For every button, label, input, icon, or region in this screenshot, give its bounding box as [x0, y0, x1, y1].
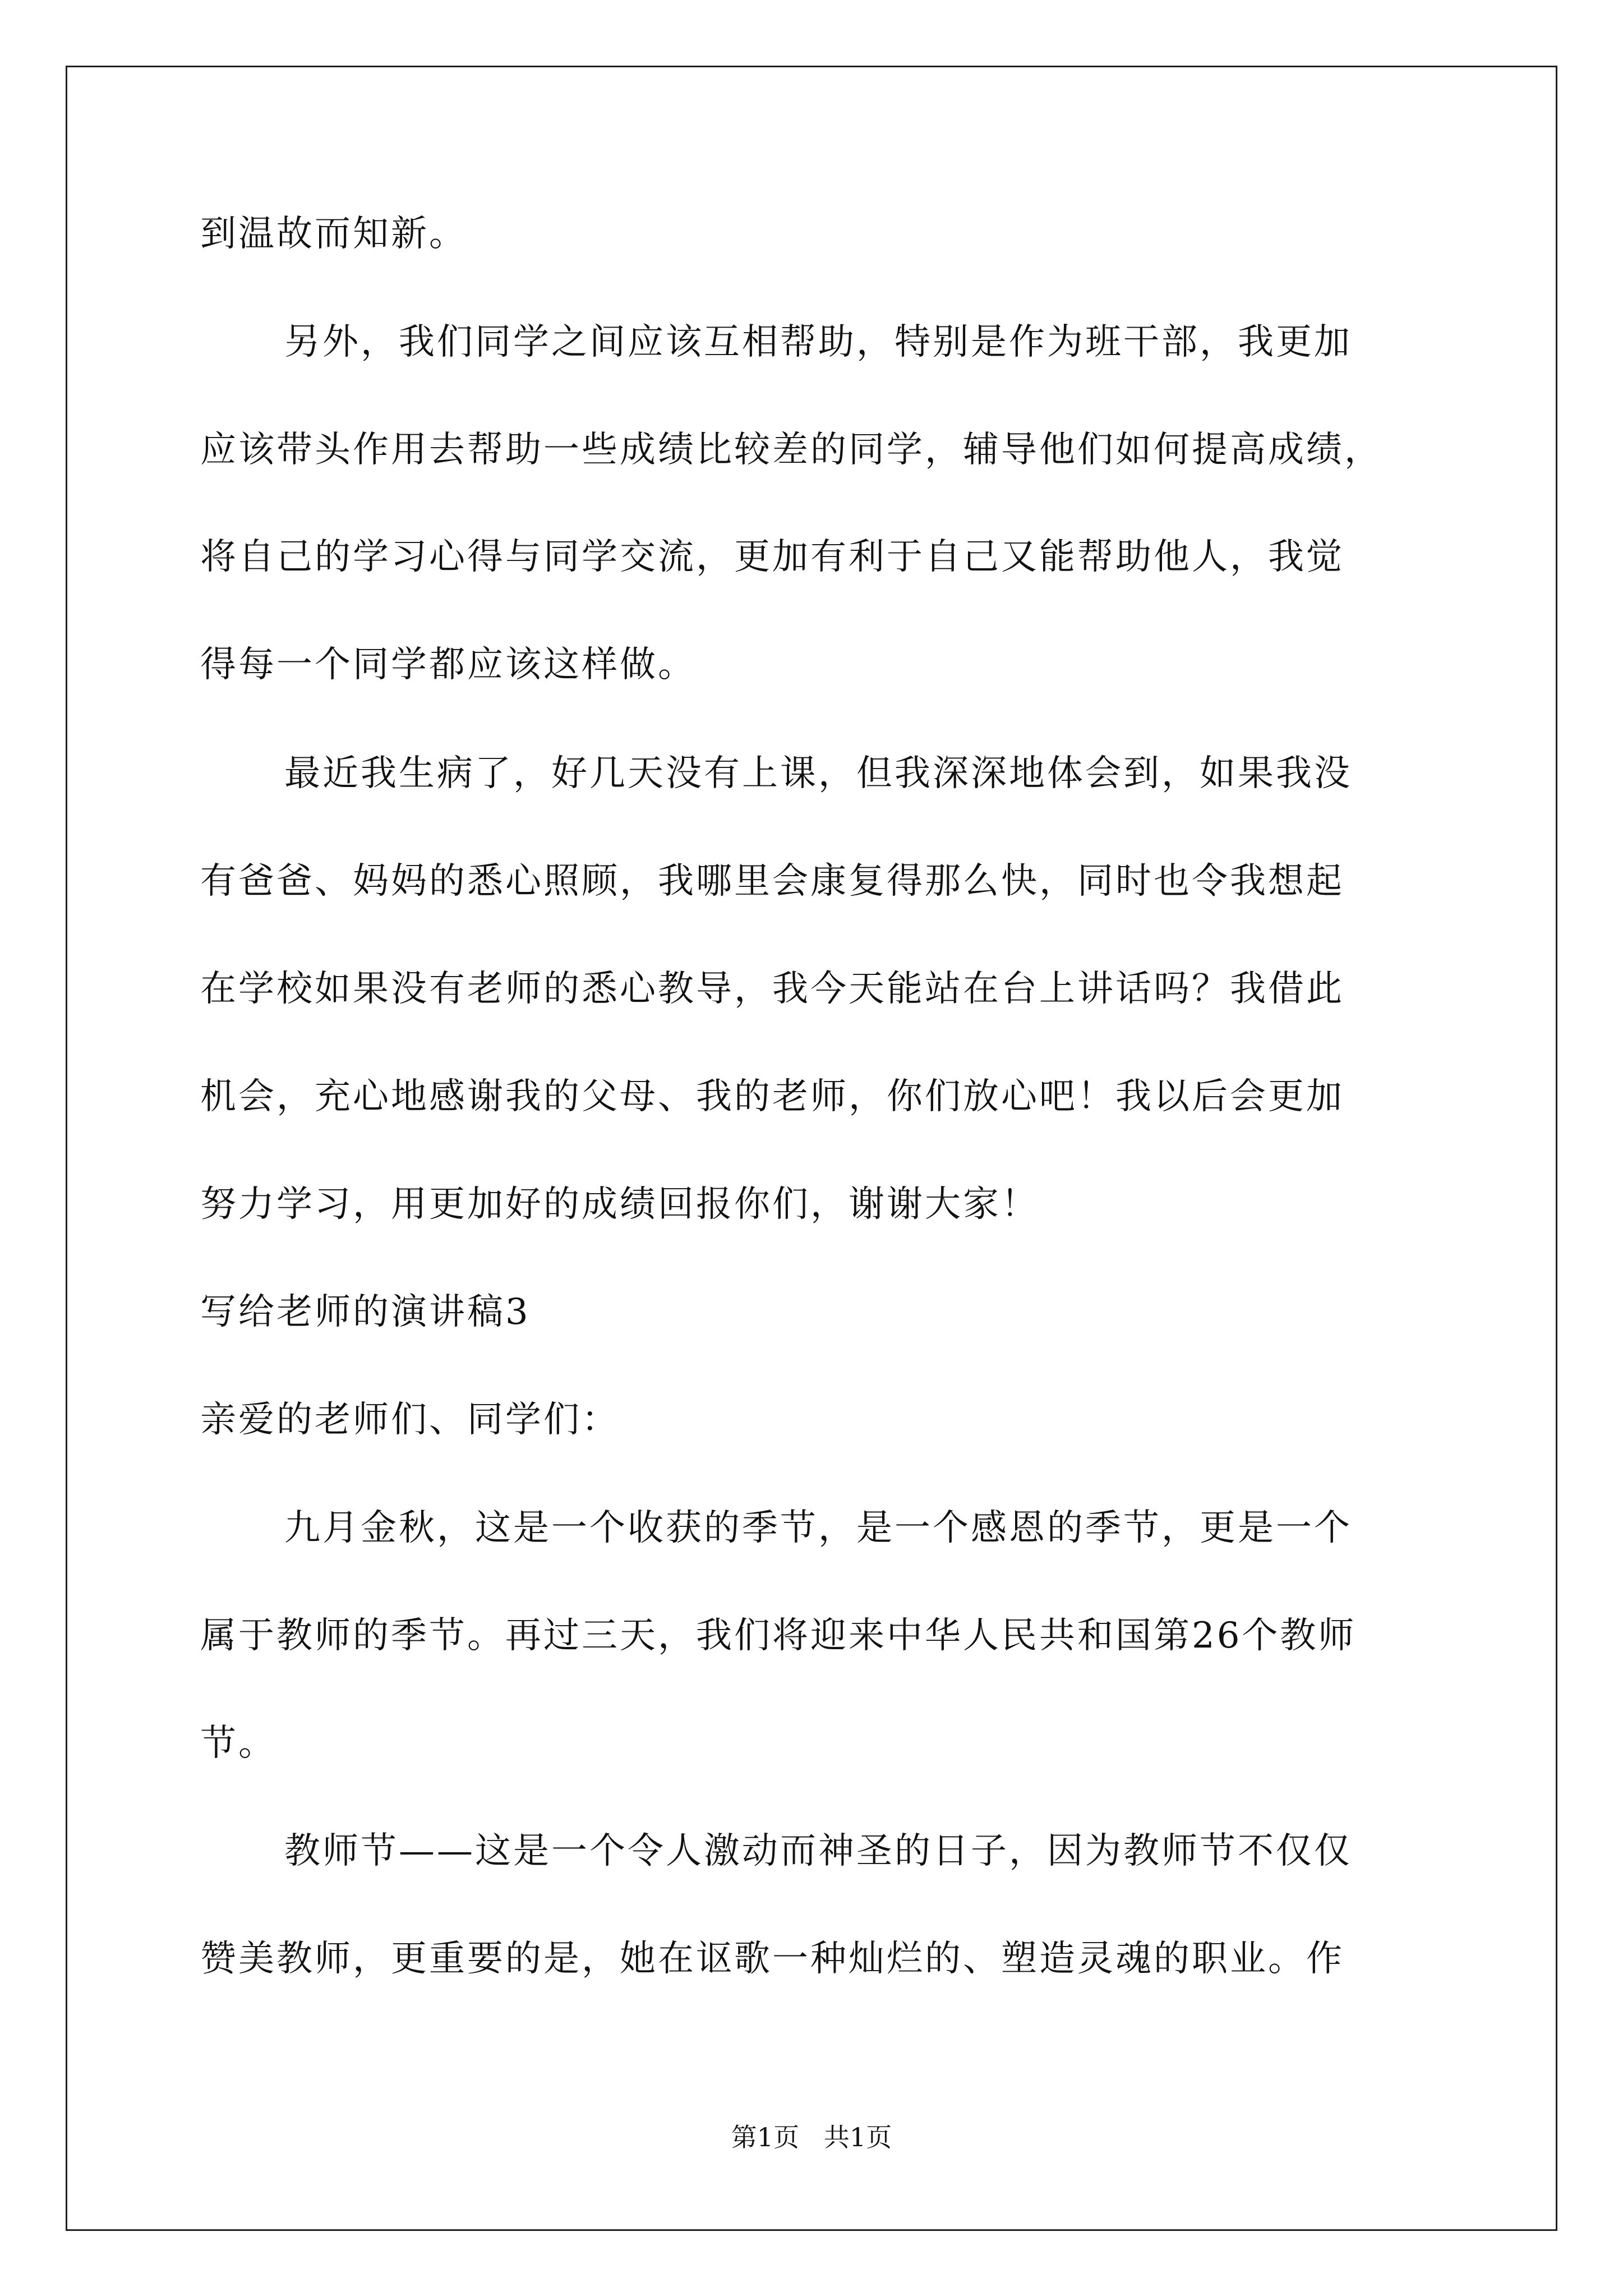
text-line: 得每一个同学都应该这样做。: [200, 644, 696, 685]
text-line: 赞美教师，更重要的是，她在讴歌一种灿烂的、塑造灵魂的职业。作: [200, 1938, 1344, 1980]
text-line: 最近我生病了，好几天没有上课，但我深深地体会到，如果我没: [284, 753, 1352, 794]
text-line: 将自己的学习心得与同学交流，更加有利于自己又能帮助他人，我觉: [200, 536, 1344, 578]
text-line: 教师节——这是一个令人激动而神圣的日子，因为教师节不仅仅: [284, 1830, 1352, 1872]
text-line: 另外，我们同学之间应该互相帮助，特别是作为班干部，我更加: [284, 321, 1352, 363]
text-line: 机会，充心地感谢我的父母、我的老师，你们放心吧！我以后会更加: [200, 1076, 1344, 1117]
page-border: [66, 66, 1557, 2231]
page-footer: 第1页 共1页: [731, 2122, 892, 2152]
salutation: 亲爱的老师们、同学们：: [200, 1399, 620, 1441]
text-line: 属于教师的季节。再过三天，我们将迎来中华人民共和国第26个教师: [200, 1615, 1357, 1657]
text-line: 有爸爸、妈妈的悉心照顾，我哪里会康复得那么快，同时也令我想起: [200, 861, 1344, 902]
text-line: 在学校如果没有老师的悉心教导，我今天能站在台上讲话吗？我借此: [200, 968, 1344, 1010]
text-line: 努力学习，用更加好的成绩回报你们，谢谢大家！: [200, 1184, 1039, 1225]
text-line: 九月金秋，这是一个收获的季节，是一个感恩的季节，更是一个: [284, 1507, 1352, 1549]
text-line: 到温故而知新。: [200, 213, 467, 255]
section-heading: 写给老师的演讲稿3: [200, 1291, 531, 1333]
text-line: 应该带头作用去帮助一些成绩比较差的同学，辅导他们如何提高成绩，: [200, 429, 1382, 471]
text-line: 节。: [200, 1723, 276, 1764]
